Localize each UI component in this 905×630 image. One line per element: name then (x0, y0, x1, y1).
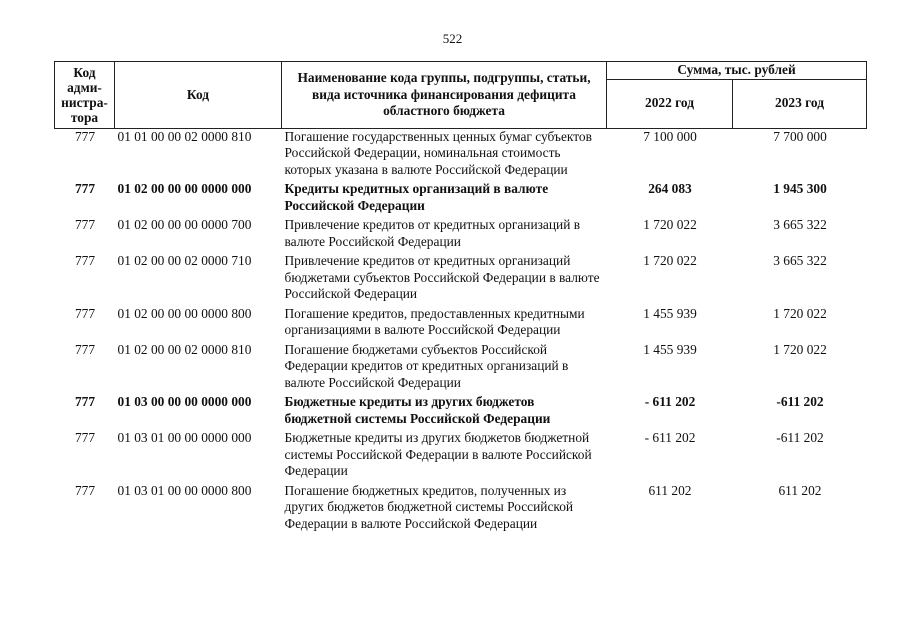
cell-code: 01 02 00 00 00 0000 800 (117, 305, 252, 321)
table-row (55, 128, 867, 181)
cell-code: 01 02 00 00 02 0000 710 (117, 253, 252, 268)
header-year-2023: 2023 год (733, 79, 867, 128)
page-number: 522 (442, 31, 463, 46)
cell-admin-code: 777 (74, 128, 96, 144)
cell-sum-2022: - 611 202 (644, 430, 696, 445)
cell-name: Привлечение кредитов от кредитных организаций в валюте Российской Федерации (284, 217, 581, 249)
cell-name: Бюджетные кредиты из других бюджетов бюджетной системы Российской Федерации в валюте Российской Федерации (284, 430, 592, 478)
cell-sum-2023: 1 945 300 (773, 181, 827, 196)
cell-admin-code: 777 (74, 181, 96, 196)
table-row (55, 217, 867, 253)
cell-sum-2023: -611 202 (776, 430, 824, 445)
cell-name: Кредиты кредитных организаций в валюте Российской Федерации (284, 181, 549, 213)
cell-name: Погашение кредитов, предоставленных кредитными организациями в валюте Российской Федерации (284, 305, 585, 337)
cell-sum-2023: 611 202 (778, 482, 822, 498)
cell-sum-2022: 7 100 000 (643, 128, 697, 144)
cell-code: 01 02 00 00 02 0000 810 (117, 341, 252, 357)
cell-sum-2022: 1 455 939 (643, 341, 697, 357)
cell-code: 01 03 00 00 00 0000 000 (117, 394, 252, 409)
cell-admin-code: 777 (74, 430, 96, 445)
cell-name: Привлечение кредитов от кредитных организаций бюджетами субъектов Российской Федерации в валюте Российской Федерации (284, 253, 600, 301)
table-row (55, 483, 867, 536)
cell-admin-code: 777 (74, 305, 96, 321)
cell-sum-2022: 1 720 022 (643, 217, 697, 232)
cell-sum-2022: 1 720 022 (643, 253, 697, 268)
cell-admin-code: 777 (74, 217, 96, 232)
cell-admin-code: 777 (74, 341, 96, 357)
header-name: Наименование кода группы, подгруппы, статьи, вида источника финансирования дефицита областного бюджета (282, 62, 607, 129)
cell-sum-2023: 3 665 322 (773, 217, 827, 232)
cell-admin-code: 777 (74, 482, 96, 498)
budget-sources-table (54, 61, 867, 535)
header-year-2022: 2022 год (607, 79, 733, 128)
header-sum: Сумма, тыс. рублей (607, 62, 867, 80)
table-body (55, 128, 867, 535)
cell-sum-2023: 1 720 022 (773, 305, 827, 321)
cell-name: Погашение бюджетных кредитов, полученных из других бюджетов бюджетной системы Российской Федерации в валюте Российской Федерации (284, 482, 574, 531)
cell-code: 01 01 00 00 02 0000 810 (117, 128, 252, 144)
cell-sum-2022: - 611 202 (644, 394, 696, 409)
table-row (55, 306, 867, 342)
header-admin-code-label: Код адми-нистра-тора (61, 64, 108, 125)
table-row (55, 430, 867, 483)
cell-code: 01 02 00 00 00 0000 700 (117, 217, 252, 232)
cell-sum-2022: 611 202 (648, 482, 692, 498)
cell-sum-2022: 264 083 (648, 181, 692, 196)
cell-sum-2023: 1 720 022 (773, 341, 827, 357)
header-admin-code (55, 62, 115, 129)
cell-sum-2023: 3 665 322 (773, 253, 827, 268)
cell-code: 01 03 01 00 00 0000 800 (117, 482, 252, 498)
cell-name: Бюджетные кредиты из других бюджетов бюджетной системы Российской Федерации (284, 394, 551, 426)
cell-sum-2023: -611 202 (776, 394, 824, 409)
cell-name: Погашение государственных ценных бумаг субъектов Российской Федерации, номинальная стоимость которых указана в валюте Российской Федерации (284, 128, 592, 177)
table-row (55, 181, 867, 217)
table-row (55, 253, 867, 306)
cell-code: 01 02 00 00 00 0000 000 (117, 181, 252, 196)
header-code: Код (115, 62, 282, 129)
table-row (55, 394, 867, 430)
cell-admin-code: 777 (74, 253, 96, 268)
cell-sum-2023: 7 700 000 (773, 128, 827, 144)
cell-admin-code: 777 (74, 394, 96, 409)
cell-code: 01 03 01 00 00 0000 000 (117, 430, 252, 445)
table-header (55, 62, 867, 129)
table-row (55, 342, 867, 395)
cell-name: Погашение бюджетами субъектов Российской Федерации кредитов от кредитных организаций в валюте Российской Федерации (284, 341, 569, 390)
cell-sum-2022: 1 455 939 (643, 305, 697, 321)
